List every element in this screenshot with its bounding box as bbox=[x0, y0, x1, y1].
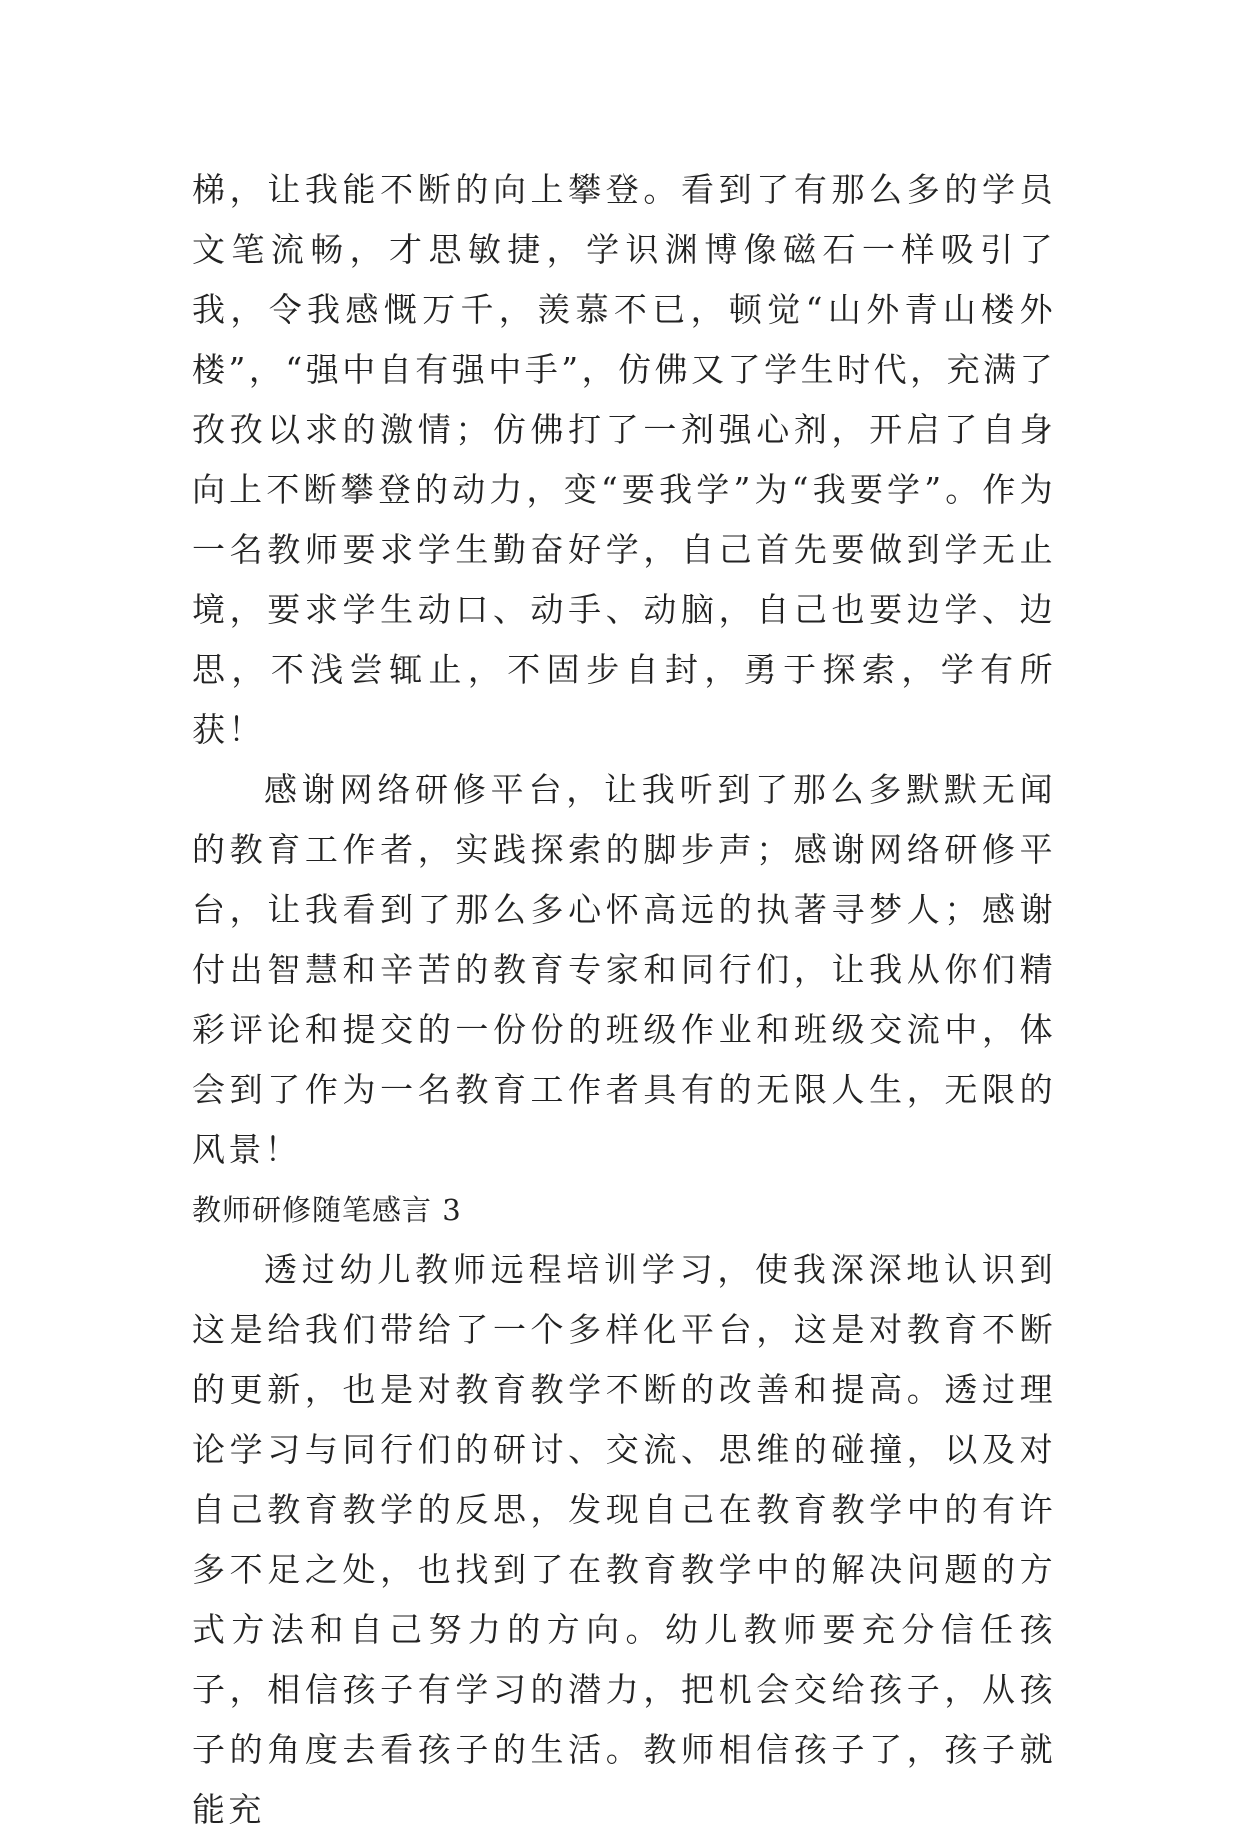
paragraph-continuation: 梯，让我能不断的向上攀登。看到了有那么多的学员文笔流畅，才思敏捷，学识渊博像磁石一样吸引了我，令我感慨万千，羡慕不已，顿觉“山外青山楼外楼”，“强中自有强中手”，仿佛又了学生时代，充满了孜孜以求的激情；仿佛打了一剂强心剂，开启了自身向上不断攀登的动力，变“要我学”为“我要学”。作为一名教师要求学生勤奋好学，自己首先要做到学无止境，要求学生动口、动手、动脑，自己也要边学、边思，不浅尝辄止，不固步自封，勇于探索，学有所获！ bbox=[192, 170, 1056, 749]
section-heading: 教师研修随笔感言 3 bbox=[192, 1193, 462, 1227]
paragraph-training: 透过幼儿教师远程培训学习，使我深深地认识到这是给我们带给了一个多样化平台，这是对教育不断的更新，也是对教育教学不断的改善和提高。透过理论学习与同行们的研讨、交流、思维的碰撞，以及对自己教育教学的反思，发现自己在教育教学中的有许多不足之处，也找到了在教育教学中的解决问题的方式方法和自己努力的方向。幼儿教师要充分信任孩子，相信孩子有学习的潜力，把机会交给孩子，从孩子的角度去看孩子的生活。教师相信孩子了，孩子就能充 bbox=[192, 1250, 1056, 1829]
document-page bbox=[192, 160, 1056, 1840]
paragraph-gratitude: 感谢网络研修平台，让我听到了那么多默默无闻的教育工作者，实践探索的脚步声；感谢网络研修平台，让我看到了那么多心怀高远的执著寻梦人；感谢付出智慧和辛苦的教育专家和同行们，让我从你们精彩评论和提交的一份份的班级作业和班级交流中，体会到了作为一名教育工作者具有的无限人生，无限的风景！ bbox=[192, 770, 1056, 1169]
